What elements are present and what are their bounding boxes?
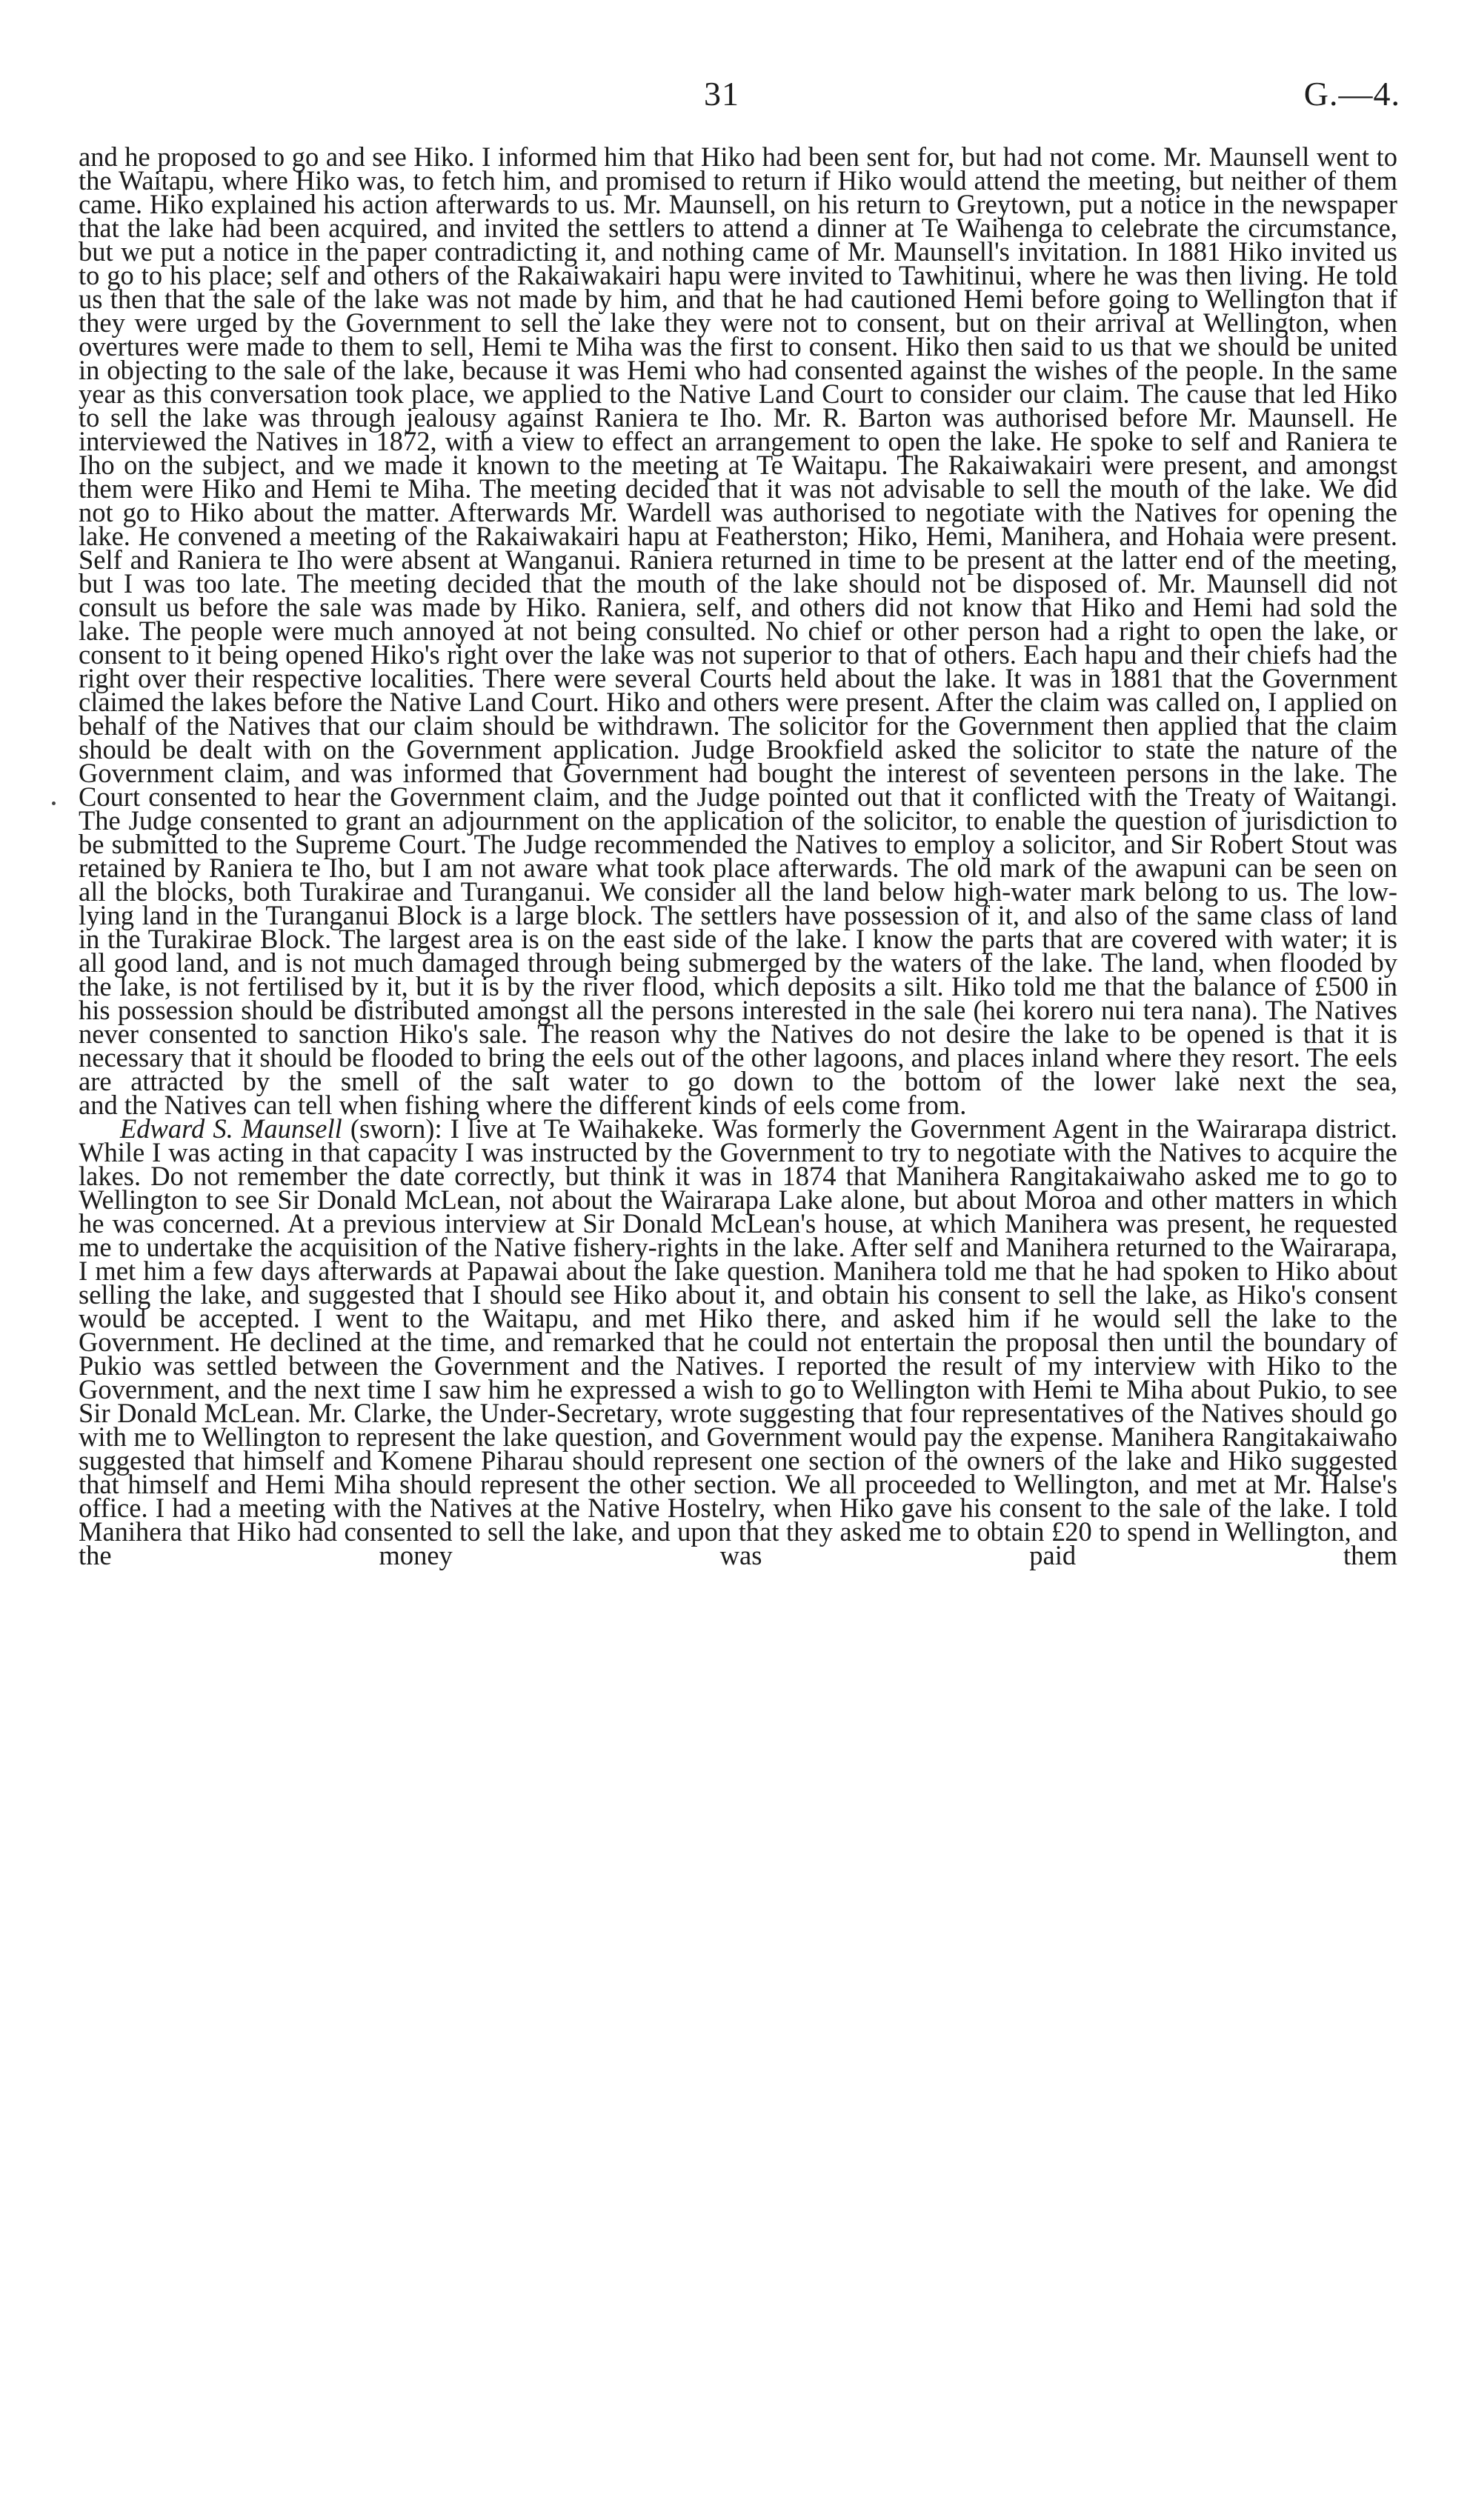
paragraph-continuation [79,141,1397,1120]
paragraph-last-line: and the Natives can tell when fishing where the different kinds of eels come from. [79,1090,967,1120]
page-number: 31 [704,75,739,113]
paragraph-text: (sworn): I live at Te Waihakeke. Was formerly the Government Agent in the Wairarapa district. While I was acting in that capacity I was instructed by the Government to try to negotiate with the Natives to acquire the lakes. Do not remember the date correctly, but think it was in 1874 that Manihera Rangitakaiwaho asked me to go to Wellington to see Sir Donald McLean, not about the Wairarapa Lake alone, but about Moroa and other matters in which he was concerned. At a previous interview at Sir Donald McLean's house, at which Manihera was present, he requested me to undertake the acquisition of the Native fishery-rights in the lake. After self and Manihera returned to the Wairarapa, I met him a few days afterwards at Papawai about the lake question. Manihera told me that he had spoken to Hiko about selling the lake, and suggested that I should see Hiko about it, and obtain his consent to sell the lake, as Hiko's consent would be accepted. I went to the Waitapu, and met Hiko there, and asked him if he would sell the lake to the Government. He declined at the time, and remarked that he could not entertain the proposal then until the boundary of Pukio was settled between the Government and the Natives. I reported the result of my interview with Hiko to the Government, and the next time I saw him he expressed a wish to go to Wellington with Hemi te Miha about Pukio, to see Sir Donald McLean. Mr. Clarke, the Under-Secretary, wrote suggesting that four representatives of the Natives should go with me to Wellington to represent the lake question, and Government would pay the expense. Manihera Rangitakaiwaho suggested that himself and Komene Piharau should represent one section of the owners of the lake and Hiko suggested that himself and Hemi Miha should represent the other section. We all proceeded to Wellington, and met at Mr. Halse's office. I had a meeting with the Natives at the Native Hostelry, when Hiko gave his consent to the sale of the lake. I told Manihera that Hiko had consented to sell the lake, and upon that they asked me to obtain £20 to spend in Wellington, and the money was paid them [79,1113,1397,1570]
paragraph-text: and he proposed to go and see Hiko. I informed him that Hiko had been sent for, but had not come. Mr. Maunsell went to the Waitapu, where Hiko was, to fetch him, and promised to return if Hiko would attend the meeting, but neither of them came. Hiko explained his action afterwards to us. Mr. Maunsell, on his return to Greytown, put a notice in the newspaper that the lake had been acquired, and invited the settlers to attend a dinner at Te Waihenga to celebrate the circumstance, but we put a notice in the paper contradicting it, and nothing came of Mr. Maunsell's invitation. In 1881 Hiko invited us to go to his place; self and others of the Rakaiwakairi hapu were invited to Tawhitinui, where he was then living. He told us then that the sale of the lake was not made by him, and that he had cautioned Hemi before going to Wellington that if they were urged by the Government to sell the lake they were not to consent, but on their arrival at Wellington, when overtures were made to them to sell, Hemi te Miha was the first to consent. Hiko then said to us that we should be united in objecting to the sale of the lake, because it was Hemi who had consented against the wishes of the people. In the same year as this conversation took place, we applied to the Native Land Court to consider our claim. The cause that led Hiko to sell the lake was through jealousy against Raniera te Iho. Mr. R. Barton was authorised before Mr. Maunsell. He interviewed the Natives in 1872, with a view to effect an arrangement to open the lake. He spoke to self and Raniera te Iho on the subject, and we made it known to the meeting at Te Waitapu. The Rakaiwakairi were present, and amongst them were Hiko and Hemi te Miha. The meeting decided that it was not advisable to sell the mouth of the lake. We did not go to Hiko about the matter. Afterwards Mr. Wardell was authorised to negotiate with the Natives for opening the lake. He convened a meeting of the Rakaiwakairi hapu at Featherston; Hiko, Hemi, Manihera, and Hohaia were present. Self and Raniera te Iho were absent at Wanganui. Raniera returned in time to be present at the latter end of the meeting, but I was too late. The meeting decided that the mouth of the lake should not be disposed of. Mr. Maunsell did not consult us before the sale was made by Hiko. Raniera, self, and others did not know that Hiko and Hemi had sold the lake. The people were much annoyed at not being consulted. No chief or other person had a right to open the lake, or consent to it being opened Hiko's right over the lake was not superior to that of others. Each hapu and their chiefs had the right over their respective localities. There were several Courts held about the lake. It was in 1881 that the Government claimed the lakes before the Native Land Court. Hiko and others were present. After the claim was called on, I applied on behalf of the Natives that our claim should be withdrawn. The solicitor for the Government then applied that the claim should be dealt with on the Government application. Judge Brookfield asked the solicitor to state the nature of the Government claim, and was informed that Government had bought the interest of seventeen persons in the lake. The Court consented to hear the Government claim, and the Judge pointed out that it conflicted with the Treaty of Waitangi. The Judge consented to grant an adjournment on the application of the solicitor, to enable the question of jurisdiction to be submitted to the Supreme Court. The Judge recommended the Natives to employ a solicitor, and Sir Robert Stout was retained by Raniera te Iho, but I am not aware what took place afterwards. The old mark of the awapuni can be seen on all the blocks, both Turakirae and Turanganui. We consider all the land below high-water mark belong to us. The low-lying land in the Turanganui Block is a large block. The settlers have possession of it, and also of the same class of land in the Turakirae Block. The largest area is on the east side of the lake. I know the parts that are covered with water; it is all good land, and is not much damaged through being submerged by the waters of the lake. The land, when flooded by the lake, is not fertilised by it, but it is by the river flood, which deposits a silt. Hiko told me that the balance of £500 in his possession should be distributed amongst all the persons interested in the sale (hei korero nui tera nana). The Natives never consented to sanction Hiko's sale. The reason why the Natives do not desire the lake to be opened is that it is necessary that it should be flooded to bring the eels out of the other lagoons, and places inland where they resort. The eels are attracted by the smell of the salt water to go down to the bottom of the lower lake next the sea, [79,141,1397,1096]
page-header [0,74,1470,119]
paragraph-maunsell-testimony [79,1113,1397,1570]
document-reference: G.—4. [1303,75,1400,113]
margin-dot-mark [52,801,56,805]
document-body [79,141,1397,1570]
witness-name: Edward S. Maunsell [120,1113,342,1144]
